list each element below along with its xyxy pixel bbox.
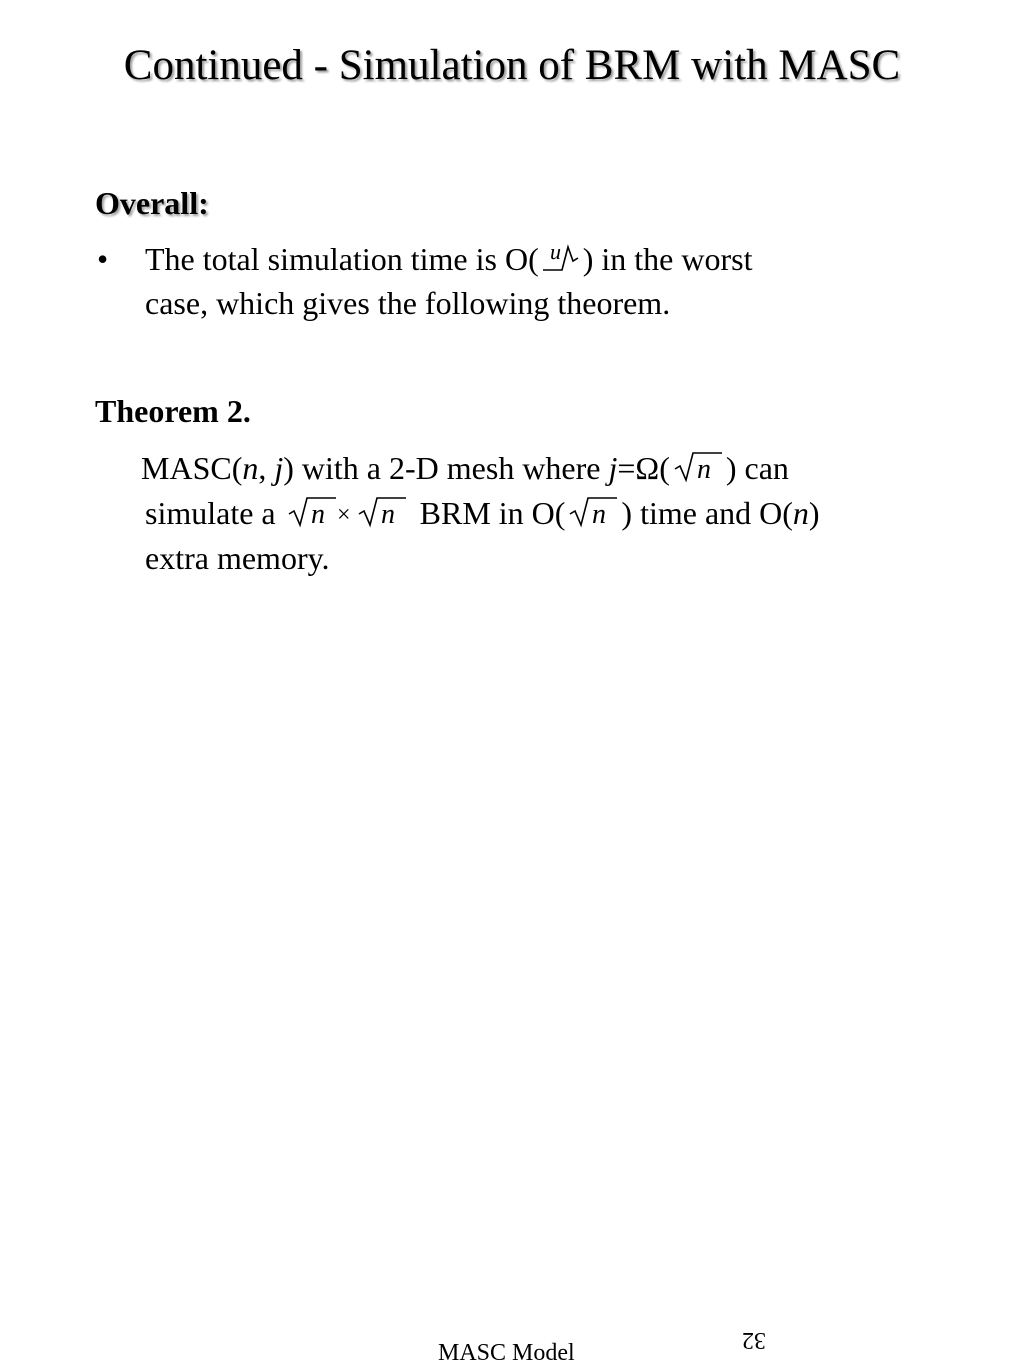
sqrt-n-variable: n: [549, 244, 561, 269]
theorem-text-omega: =Ω(: [617, 450, 670, 486]
bullet-line-1-end: ) in the worst: [582, 241, 753, 277]
theorem-body: [141, 446, 965, 581]
theorem-line-2: [145, 491, 965, 536]
sqrt-n-formula-1: [672, 449, 724, 483]
times-symbol: ×: [336, 502, 351, 528]
sqrt-n-glyph: [672, 449, 724, 483]
bullet-line-1: [145, 237, 945, 281]
theorem-text-simulate: simulate a: [145, 495, 276, 531]
theorem-line-3: extra memory.: [145, 540, 330, 576]
bullet-line-2: case, which gives the following theorem.: [145, 285, 671, 321]
theorem-var-n2: n: [792, 495, 809, 531]
sqrt-n-formula-2: [567, 494, 619, 528]
sqrt-n-formula-flipped: [541, 244, 581, 274]
theorem-text-can: ) can: [725, 450, 789, 486]
bullet-line-1-start: The total simulation time is O(: [145, 241, 539, 277]
page-number: 32: [742, 1327, 766, 1353]
theorem-text-mesh: ) with a 2-D mesh where: [283, 450, 609, 486]
sqrt-n-glyph: [567, 494, 619, 528]
theorem-heading: Theorem 2.: [95, 393, 251, 429]
sqrt-n-times-sqrt-n-formula: [286, 494, 410, 528]
overall-heading: Overall:: [95, 185, 209, 221]
theorem-text-time: ) time and O(: [621, 495, 793, 531]
theorem-var-j2: j: [608, 450, 618, 486]
sqrt-n-times-sqrt-n-glyph: [286, 494, 410, 528]
sqrt-n-variable: n: [310, 499, 325, 528]
sqrt-n-glyph: [541, 244, 581, 274]
theorem-var-j: j: [274, 450, 284, 486]
theorem-text-close: ): [808, 495, 820, 531]
theorem-text-brm: BRM in O(: [419, 495, 566, 531]
theorem-line-1: [141, 446, 965, 491]
sqrt-n-variable: n: [592, 499, 607, 528]
theorem-text-masc: MASC(: [141, 450, 243, 486]
bullet-text: [145, 237, 945, 325]
theorem-var-n: n: [242, 450, 259, 486]
bullet-marker: •: [97, 241, 109, 277]
sqrt-n-variable: n: [380, 499, 395, 528]
slide-title: Continued - Simulation of BRM with MASC: [123, 42, 901, 89]
footer-label: MASC Model: [438, 1340, 575, 1366]
sqrt-n-variable: n: [696, 454, 711, 483]
theorem-text-comma: ,: [258, 450, 275, 486]
